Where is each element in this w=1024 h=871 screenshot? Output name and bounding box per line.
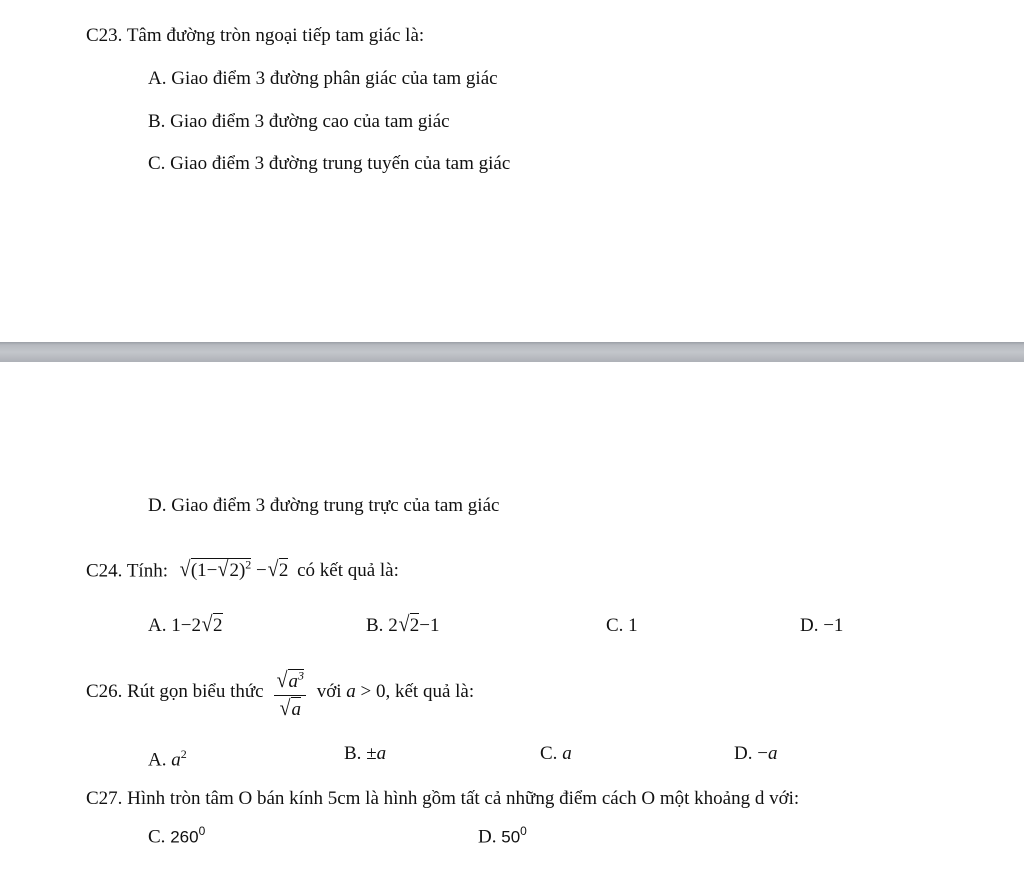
- question-23: C23. Tâm đường tròn ngoại tiếp tam giác là:: [86, 25, 425, 46]
- q24-option-d: D. −1: [800, 615, 844, 636]
- sqrt-icon: √: [279, 694, 291, 720]
- q24-option-a: A. 1−2√2: [148, 611, 223, 636]
- q24-expression: $√(1-√2)^2 -√2$: [179, 556, 289, 582]
- q26-option-b: B. ±a: [344, 743, 387, 764]
- q27-option-c: C. $260^0$: [148, 824, 206, 848]
- q24-option-c: C. 1: [606, 615, 638, 636]
- q24-suffix: có kết quả là:: [297, 560, 399, 582]
- question-24: [86, 553, 399, 583]
- page-break-gap: [0, 342, 1024, 362]
- document-page-top: [0, 0, 1024, 342]
- sqrt-icon: √: [276, 666, 288, 692]
- q23-option-c: C. Giao điểm 3 đường trung tuyến của tam giác: [148, 153, 511, 174]
- q26-prefix: C26. Rút gọn biểu thức: [86, 681, 264, 702]
- q26-fraction: $\frac{√a^3}{√a}$: [274, 664, 306, 720]
- sqrt-icon: √: [201, 611, 213, 636]
- question-26: C26. Rút gọn biểu thức $\frac{√a^3}{√a}$ với a > 0, kết quả là:: [86, 662, 474, 722]
- q23-option-a: A. Giao điểm 3 đường phân giác của tam giác: [148, 68, 498, 89]
- q24-prefix: C24. Tính:: [86, 560, 168, 582]
- sqrt-icon: √: [217, 556, 229, 582]
- sqrt-icon: √: [267, 556, 279, 582]
- q26-option-c: C. a: [540, 743, 572, 764]
- q23-option-b: B. Giao điểm 3 đường cao của tam giác: [148, 111, 450, 132]
- sqrt-icon: √: [179, 556, 191, 582]
- q26-option-d: D. −a: [734, 743, 778, 764]
- q24-option-b: B. 2√2−1: [366, 611, 440, 636]
- q27-option-d: D. $50^0$: [478, 824, 527, 848]
- q23-option-d: D. Giao điểm 3 đường trung trực của tam giác: [148, 495, 500, 516]
- question-27: C27. Hình tròn tâm O bán kính 5cm là hình gồm tất cả những điểm cách O một khoảng d với:: [86, 788, 800, 809]
- q26-option-a: A. $a^2$: [148, 747, 187, 771]
- sqrt-icon: √: [398, 611, 410, 636]
